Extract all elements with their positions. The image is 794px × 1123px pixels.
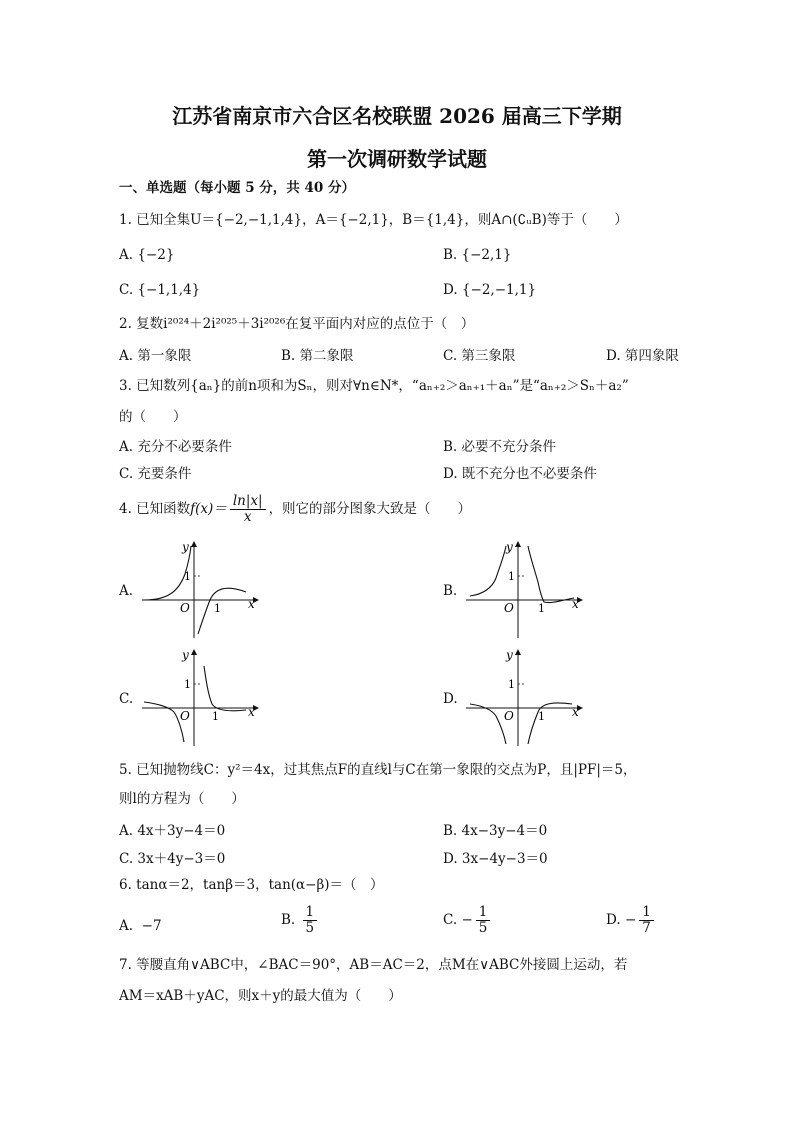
exam-title-line1: 江苏省南京市六合区名校联盟 2026 届高三下学期: [172, 104, 622, 128]
question-5-text-line1: 5. 已知抛物线C：y²＝4x，过其焦点F的直线l与C在第一象限的交点为P，且|PF|＝5，: [119, 762, 637, 778]
q1-option-d: D. {−2,−1,1}: [443, 282, 537, 298]
q1-option-a: A. {−2}: [119, 247, 175, 263]
question-1-text: 1. 已知全集U＝{−2,−1,1,4}，A＝{−2,1}，B＝{1,4}，则A∩(∁ᵤB)等于（ ）: [119, 212, 628, 228]
svg-text:1: 1: [508, 678, 515, 691]
q1-option-c: C. {−1,1,4}: [119, 282, 201, 298]
svg-text:x: x: [248, 705, 255, 719]
question-4-text: [119, 489, 471, 529]
svg-text:1: 1: [184, 570, 191, 583]
q1-option-b: B. {−2,1}: [443, 247, 512, 263]
question-7-text-line1: 7. 等腰直角∨ABC中，∠BAC＝90°，AB＝AC＝2，点M在∨ABC外接圆上运动，若: [119, 957, 628, 973]
q2-option-a: A. 第一象限: [119, 348, 192, 364]
svg-text:1: 1: [184, 678, 191, 691]
svg-text:x: x: [572, 705, 579, 719]
curve-right: [528, 703, 572, 744]
q4-prefix: 4. 已知函数: [119, 501, 191, 517]
q4-graph-c: [138, 646, 268, 748]
exam-title-line2: 第一次调研数学试题: [307, 147, 487, 171]
q3-option-c: C. 充要条件: [119, 466, 192, 482]
curve-right: [528, 546, 574, 603]
curve-right: [204, 666, 246, 711]
q4-suffix: ，则它的部分图象大致是（ ）: [268, 501, 472, 517]
q2-option-b: B. 第二象限: [281, 348, 354, 364]
q2-option-c: C. 第三象限: [443, 348, 516, 364]
q4-graph-d: [462, 646, 592, 748]
q5-option-c: C. 3x＋4y−3＝0: [119, 851, 226, 867]
q6-option-d: D. − $\frac{1}{7}$: [606, 905, 657, 936]
q4-graph-b: [462, 538, 592, 640]
question-6-text: 6. tanα＝2，tanβ＝3，tan(α−β)＝（ ）: [119, 877, 384, 893]
question-3-text-line1: 3. 已知数列{aₙ}的前n项和为Sₙ，则对∀n∈N*，“aₙ₊₂＞aₙ₊₁＋aₙ”是“aₙ₊₂＞Sₙ＋a₂”: [119, 378, 629, 394]
q4-func-lhs: f(x)＝: [190, 501, 227, 517]
question-2-text: 2. 复数i²⁰²⁴＋2i²⁰²⁵＋3i²⁰²⁶在复平面内对应的点位于（ ）: [119, 316, 475, 332]
svg-text:1: 1: [538, 710, 545, 723]
q3-option-d: D. 既不充分也不必要条件: [443, 466, 597, 482]
svg-text:O: O: [504, 601, 514, 615]
svg-text:y: y: [182, 648, 189, 662]
q5-option-d: D. 3x−4y−3＝0: [443, 851, 548, 867]
q2-option-d: D. 第四象限: [606, 348, 679, 364]
svg-text:O: O: [504, 709, 514, 723]
q6-option-a: A. −7: [119, 918, 162, 934]
question-3-text-line2: 的（ ）: [119, 409, 187, 425]
curve-left: [470, 546, 506, 596]
svg-text:x: x: [572, 597, 579, 611]
svg-text:O: O: [180, 709, 190, 723]
q4-frac-den: x: [243, 509, 252, 525]
svg-text:1: 1: [538, 602, 545, 615]
q4-frac-num: ln|x|: [230, 494, 266, 510]
q5-option-b: B. 4x−3y−4＝0: [443, 823, 548, 839]
svg-text:y: y: [506, 648, 513, 662]
svg-text:O: O: [180, 601, 190, 615]
svg-text:y: y: [506, 540, 513, 554]
q4-graph-a: [138, 538, 268, 640]
svg-text:1: 1: [212, 710, 219, 723]
q4-option-c-label: C.: [119, 691, 134, 707]
curve-right: [198, 588, 246, 634]
q5-option-a: A. 4x＋3y−4＝0: [119, 823, 226, 839]
q6-option-b: B. $\frac{1}{5}$: [281, 905, 320, 936]
svg-text:x: x: [248, 597, 255, 611]
q4-fraction: [230, 494, 266, 525]
section-heading: 一、单选题（每小题 5 分，共 40 分）: [119, 180, 355, 196]
y-label: y: [182, 540, 189, 554]
curve-left: [470, 704, 506, 744]
svg-text:1: 1: [214, 602, 221, 615]
q4-option-d-label: D.: [443, 691, 458, 707]
q4-option-b-label: B.: [443, 583, 458, 599]
q4-option-a-label: A.: [119, 583, 134, 599]
question-7-text-line2: AM＝xAB＋yAC，则x＋y的最大值为（ ）: [119, 988, 402, 1004]
svg-text:1: 1: [508, 570, 515, 583]
question-5-text-line2: 则l的方程为（ ）: [119, 791, 245, 807]
q6-option-c: C. − $\frac{1}{5}$: [443, 905, 493, 936]
q3-option-a: A. 充分不必要条件: [119, 439, 232, 455]
q3-option-b: B. 必要不充分条件: [443, 439, 557, 455]
